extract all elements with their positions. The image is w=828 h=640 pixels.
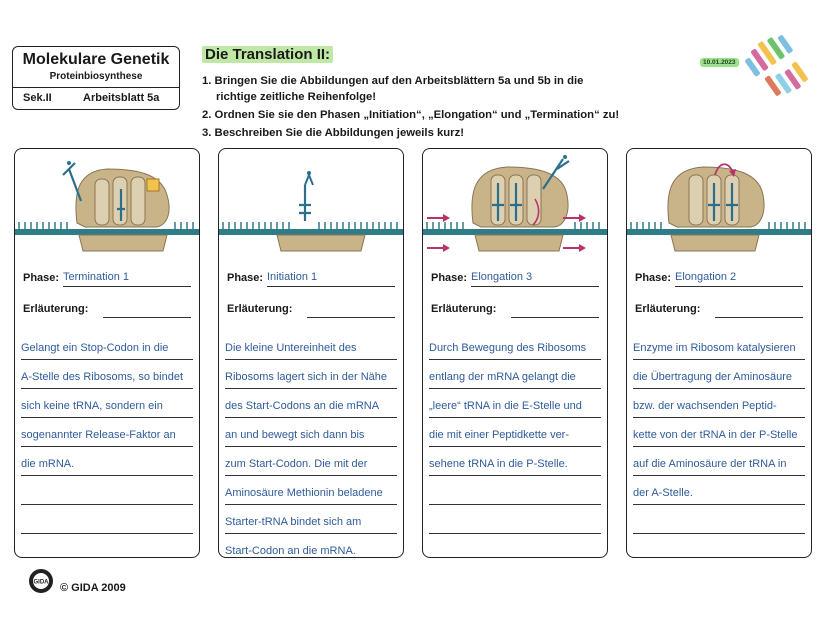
explanation-lines [429, 331, 601, 558]
explanation-lines [633, 331, 805, 558]
explanation-line[interactable]: die mit einer Peptidkette ver- [429, 418, 601, 447]
explanation-line[interactable]: bzw. der wachsenden Peptid- [633, 389, 805, 418]
gida-logo-icon [28, 568, 54, 594]
header-subtitle: Proteinbiosynthese [49, 71, 143, 82]
explanation-line[interactable]: sich keine tRNA, sondern ein [21, 389, 193, 418]
instruction-3: 3. Beschreiben Sie die Abbildungen jeweils kurz! [202, 127, 464, 139]
explanation-lines [225, 331, 397, 558]
phase-label: Phase: [635, 272, 672, 284]
explanation-rule [715, 317, 803, 318]
instruction-1: 1. Bringen Sie die Abbildungen auf den Arbeitsblättern 5a und 5b in die [202, 75, 584, 87]
header-level: Sek.II [23, 92, 52, 104]
explanation-rule [511, 317, 599, 318]
elongation-2-illustration [627, 149, 811, 257]
explanation-label: Erläuterung: [227, 303, 293, 315]
explanation-line[interactable] [429, 505, 601, 534]
explanation-line[interactable] [429, 476, 601, 505]
explanation-line[interactable]: Start-Codon an die mRNA. [225, 534, 397, 558]
explanation-line[interactable]: Aminosäure Methionin beladene [225, 476, 397, 505]
phase-label: Phase: [431, 272, 468, 284]
explanation-line[interactable]: entlang der mRNA gelangt die [429, 360, 601, 389]
header-divider [13, 87, 179, 88]
explanation-line[interactable]: Starter-tRNA bindet sich am [225, 505, 397, 534]
explanation-rule [307, 317, 395, 318]
phase-label: Phase: [23, 272, 60, 284]
explanation-line[interactable] [21, 476, 193, 505]
explanation-label: Erläuterung: [635, 303, 701, 315]
panel-3 [422, 148, 608, 558]
trna-decoration-icon [744, 30, 824, 114]
explanation-line[interactable] [633, 534, 805, 558]
header-sheet-number: Arbeitsblatt 5a [83, 92, 160, 104]
instruction-1-cont: richtige zeitliche Reihenfolge! [216, 91, 377, 103]
explanation-line[interactable]: sehene tRNA in die P-Stelle. [429, 447, 601, 476]
termination-illustration [15, 149, 199, 257]
explanation-line[interactable] [21, 534, 193, 558]
explanation-line[interactable]: A-Stelle des Ribosoms, so bindet [21, 360, 193, 389]
explanation-label: Erläuterung: [23, 303, 89, 315]
phase-field[interactable]: Initiation 1 [267, 270, 395, 287]
header-box [12, 46, 180, 110]
phase-field[interactable]: Elongation 3 [471, 270, 599, 287]
initiation-illustration [219, 149, 403, 257]
explanation-line[interactable]: auf die Aminosäure der tRNA in [633, 447, 805, 476]
gida-logo-text: GIDA [33, 579, 49, 586]
explanation-label: Erläuterung: [431, 303, 497, 315]
explanation-line[interactable] [21, 505, 193, 534]
explanation-line[interactable]: die Übertragung der Aminosäure [633, 360, 805, 389]
phase-label: Phase: [227, 272, 264, 284]
explanation-line[interactable]: Gelangt ein Stop-Codon in die [21, 331, 193, 360]
copyright: © GIDA 2009 [60, 582, 126, 594]
explanation-rule [103, 317, 191, 318]
explanation-line[interactable]: Die kleine Untereinheit des [225, 331, 397, 360]
explanation-line[interactable] [429, 534, 601, 558]
date-stamp: 10.01.2023 [700, 58, 739, 67]
explanation-line[interactable]: Enzyme im Ribosom katalysieren [633, 331, 805, 360]
elongation-3-illustration [423, 149, 607, 257]
explanation-line[interactable]: Durch Bewegung des Ribosoms [429, 331, 601, 360]
explanation-line[interactable]: an und bewegt sich dann bis [225, 418, 397, 447]
explanation-line[interactable]: zum Start-Codon. Die mit der [225, 447, 397, 476]
phase-field[interactable]: Elongation 2 [675, 270, 803, 287]
panel-2 [218, 148, 404, 558]
panel-1 [14, 148, 200, 558]
explanation-line[interactable]: Ribosoms lagert sich in der Nähe [225, 360, 397, 389]
explanation-line[interactable]: des Start-Codons an die mRNA [225, 389, 397, 418]
page-title: Die Translation II: [202, 46, 333, 63]
explanation-line[interactable]: „leere“ tRNA in die E-Stelle und [429, 389, 601, 418]
explanation-line[interactable]: sogenannter Release-Faktor an [21, 418, 193, 447]
explanation-line[interactable]: der A-Stelle. [633, 476, 805, 505]
explanation-line[interactable]: die mRNA. [21, 447, 193, 476]
panel-4 [626, 148, 812, 558]
header-title: Molekulare Genetik [22, 51, 170, 68]
explanation-line[interactable] [633, 505, 805, 534]
phase-field[interactable]: Termination 1 [63, 270, 191, 287]
explanation-lines [21, 331, 193, 558]
explanation-line[interactable]: kette von der tRNA in der P-Stelle [633, 418, 805, 447]
instruction-2: 2. Ordnen Sie sie den Phasen „Initiation“, „Elongation“ und „Termination“ zu! [202, 109, 620, 121]
